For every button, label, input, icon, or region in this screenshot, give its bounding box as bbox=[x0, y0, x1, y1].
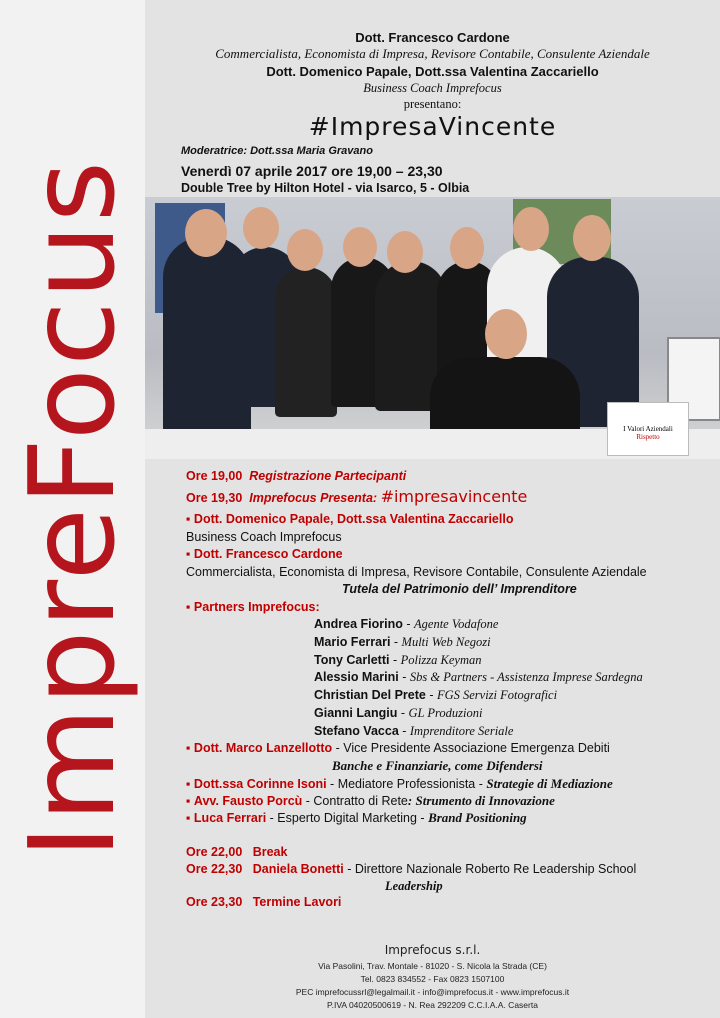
brand-sidebar bbox=[0, 0, 145, 1018]
speaker-3: ▪ Dott. Marco Lanzellotto - Vice Presidente Associazione Emergenza Debiti bbox=[186, 741, 610, 755]
footer-contacts: PEC imprefocussrl@legalmail.it - info@imprefocus.it - www.imprefocus.it bbox=[295, 987, 570, 997]
closing-label: Termine Lavori bbox=[252, 895, 342, 909]
speaker-4-name: Dott.ssa Corinne Isoni bbox=[193, 777, 327, 791]
time-2200: Ore 22,00 bbox=[186, 845, 243, 859]
speaker-7-name: Daniela Bonetti bbox=[252, 862, 344, 876]
partner-row: Gianni Langiu - GL Produzioni bbox=[314, 706, 483, 720]
hashtag: #impresavincente bbox=[380, 487, 528, 506]
partners-heading: ▪ Partners Imprefocus: bbox=[186, 600, 320, 614]
event-venue: Double Tree by Hilton Hotel - via Isarco, 5 - Olbia bbox=[181, 181, 470, 195]
footer-legal: P.IVA 04020500619 - N. Rea 292209 C.C.I.A.A. Caserta bbox=[327, 1000, 538, 1010]
organizer-1-role: Commercialista, Economista di Impresa, Revisore Contabile, Consulente Aziendale bbox=[215, 46, 650, 61]
registration-label: Registrazione Partecipanti bbox=[249, 469, 407, 483]
partner-row: Andrea Fiorino - Agente Vodafone bbox=[314, 617, 499, 631]
partner-row: Stefano Vacca - Imprenditore Seriale bbox=[314, 724, 514, 738]
speaker-2-topic: Tutela del Patrimonio dell’ Imprenditore bbox=[342, 582, 577, 596]
speaker-2-name: Dott. Francesco Cardone bbox=[193, 547, 343, 561]
speaker-7-role: Direttore Nazionale Roberto Re Leadership School bbox=[354, 862, 637, 876]
values-board-title: I Valori Aziendali bbox=[623, 425, 673, 433]
speaker-4-role: Mediatore Professionista bbox=[337, 777, 476, 791]
speaker-6-name: Luca Ferrari bbox=[193, 811, 267, 825]
presentano-label: presentano: bbox=[403, 97, 462, 111]
time-1930: Ore 19,30 bbox=[186, 491, 243, 505]
speaker-3-topic: Banche e Finanziarie, come Difendersi bbox=[332, 758, 543, 773]
speaker-3-role: Vice Presidente Associazione Emergenza Debiti bbox=[343, 741, 610, 755]
schedule-2230: Ore 22,30 Daniela Bonetti - Direttore Nazionale Roberto Re Leadership School bbox=[186, 862, 637, 876]
event-date: Venerdì 07 aprile 2017 ore 19,00 – 23,30 bbox=[181, 163, 443, 179]
time-2330: Ore 23,30 bbox=[186, 895, 243, 909]
organizer-2-role: Business Coach Imprefocus bbox=[363, 81, 502, 95]
speaker-4: ▪ Dott.ssa Corinne Isoni - Mediatore Professionista - Strategie di Mediazione bbox=[186, 776, 613, 791]
speaker-6: ▪ Luca Ferrari - Esperto Digital Marketing - Brand Positioning bbox=[186, 810, 527, 825]
imprefocus-presenta: Imprefocus Presenta: bbox=[249, 491, 378, 505]
partner-row: Alessio Marini - Sbs & Partners - Assistenza Imprese Sardegna bbox=[314, 670, 643, 684]
schedule-2330 bbox=[186, 895, 341, 909]
values-board bbox=[607, 402, 689, 456]
speaker-5-role: Contratto di Rete bbox=[313, 794, 408, 808]
break-label: Break bbox=[252, 845, 288, 859]
group-photo bbox=[145, 197, 720, 459]
time-1900: Ore 19,00 bbox=[186, 469, 243, 483]
footer-address: Via Pasolini, Trav. Montale - 81020 - S. Nicola la Strada (CE) bbox=[318, 961, 547, 971]
footer-phone: Tel. 0823 834552 - Fax 0823 1507100 bbox=[360, 974, 505, 984]
event-title: #ImpresaVincente bbox=[308, 112, 557, 141]
speaker-1-role: Business Coach Imprefocus bbox=[186, 530, 342, 544]
schedule-1900 bbox=[186, 469, 406, 483]
partners-label: Partners Imprefocus: bbox=[193, 600, 320, 614]
partner-row: Tony Carletti - Polizza Keyman bbox=[314, 653, 482, 667]
organizer-1-name: Dott. Francesco Cardone bbox=[355, 30, 510, 45]
values-board-subtitle: Rispetto bbox=[636, 433, 660, 441]
organizer-2-name: Dott. Domenico Papale, Dott.ssa Valentina Zaccariello bbox=[266, 64, 599, 79]
partner-row: Mario Ferrari - Multi Web Negozi bbox=[314, 635, 491, 649]
speaker-1: ▪ Dott. Domenico Papale, Dott.ssa Valentina Zaccariello bbox=[186, 512, 514, 526]
speaker-2: ▪ Dott. Francesco Cardone bbox=[186, 547, 343, 561]
speaker-7-topic: Leadership bbox=[385, 879, 443, 893]
schedule-2200 bbox=[186, 845, 287, 859]
flyer-main bbox=[145, 0, 720, 1018]
speaker-1-name: Dott. Domenico Papale, Dott.ssa Valentina Zaccariello bbox=[193, 512, 514, 526]
speaker-5-name: Avv. Fausto Porcù bbox=[193, 794, 303, 808]
time-2230: Ore 22,30 bbox=[186, 862, 243, 876]
speaker-3-name: Dott. Marco Lanzellotto bbox=[193, 741, 333, 755]
speaker-5-topic: Strumento di Innovazione bbox=[415, 793, 555, 808]
speaker-5: ▪ Avv. Fausto Porcù - Contratto di Rete: Strumento di Innovazione bbox=[186, 793, 555, 808]
moderator: Moderatrice: Dott.ssa Maria Gravano bbox=[181, 145, 373, 157]
schedule-1930 bbox=[186, 487, 527, 506]
speaker-6-topic: Brand Positioning bbox=[428, 810, 527, 825]
brand-logo: ImpreFocus bbox=[3, 158, 141, 860]
speaker-2-role: Commercialista, Economista di Impresa, Revisore Contabile, Consulente Aziendale bbox=[186, 565, 647, 579]
footer-company: Imprefocus s.r.l. bbox=[384, 943, 481, 957]
partner-row: Christian Del Prete - FGS Servizi Fotografici bbox=[314, 688, 558, 702]
speaker-6-role: Esperto Digital Marketing bbox=[277, 811, 417, 825]
speaker-4-topic: Strategie di Mediazione bbox=[486, 776, 613, 791]
